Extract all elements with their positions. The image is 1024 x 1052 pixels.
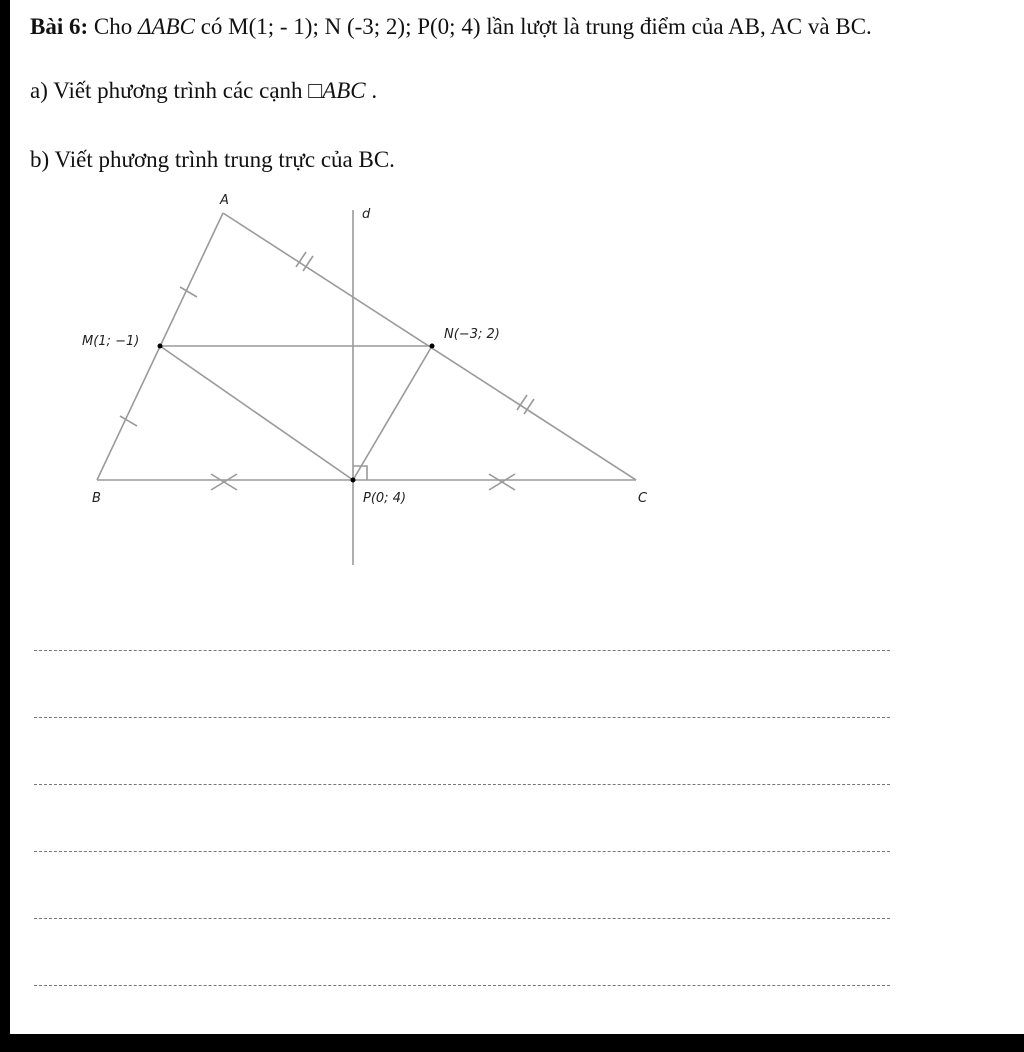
answer-line: [34, 717, 890, 718]
segment-mp: [160, 346, 353, 480]
problem-intro-rest: có M(1; - 1); N (-3; 2); P(0; 4) lần lượt là trung điểm của AB, AC và BC.: [194, 14, 872, 39]
problem-number: Bài 6:: [30, 14, 89, 39]
label-n: N(−3; 2): [444, 327, 500, 342]
answer-line: [34, 784, 890, 785]
label-a: A: [220, 193, 229, 208]
answer-line: [34, 985, 890, 986]
label-c: C: [638, 491, 648, 506]
figure-lines: [97, 210, 636, 565]
question-b-text: Viết phương trình trung trực của BC.: [49, 147, 395, 172]
label-b: B: [92, 491, 101, 506]
triangle-diagram: [10, 180, 710, 580]
question-b-label: b): [30, 147, 50, 172]
problem-statement: [30, 14, 872, 40]
question-a-text-suffix: .: [365, 78, 378, 103]
answer-lines: [34, 650, 890, 1052]
answer-line: [34, 851, 890, 852]
problem-intro-prefix: Cho: [88, 14, 138, 39]
question-a: [30, 78, 377, 104]
point-m: [158, 344, 163, 349]
answer-line: [34, 650, 890, 651]
point-n: [430, 344, 435, 349]
question-a-triangle: □ABC: [308, 78, 366, 103]
question-a-label: a): [30, 78, 48, 103]
label-d: d: [362, 207, 371, 222]
triangle-symbol: ΔABC: [137, 14, 195, 39]
answer-line: [34, 918, 890, 919]
question-a-text-prefix: Viết phương trình các cạnh: [47, 78, 309, 103]
point-p: [351, 478, 356, 483]
worksheet-page: [10, 0, 1024, 1034]
label-m: M(1; −1): [82, 334, 140, 349]
triangle-figure: [10, 180, 710, 580]
question-b: [30, 147, 395, 173]
segment-np: [353, 346, 432, 480]
tick-ab-upper: [180, 287, 197, 297]
label-p: P(0; 4): [363, 491, 407, 506]
